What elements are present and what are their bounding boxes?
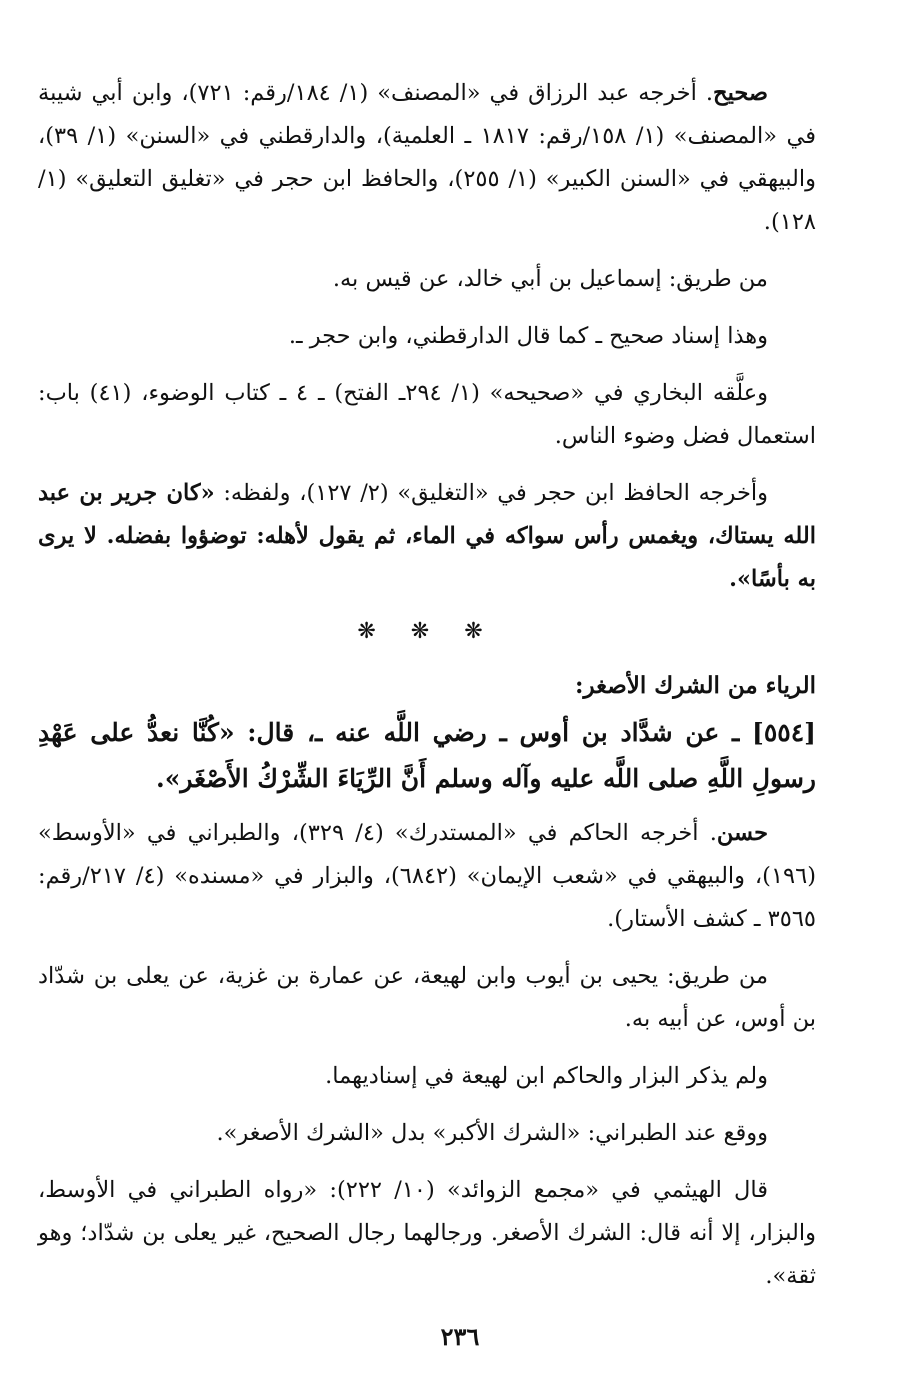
document-page [38,72,816,1312]
paragraph-text: . أخرجه الحاكم في «المستدرك» (٤/ ٣٢٩)، والطبراني في «الأوسط» (١٩٦)، والبيهقي في «شعب الإيمان» (٦٨٤٢)، والبزار في «مسنده» (٤/ ٢١٧/رقم: ٣٥٦٥ ـ كشف الأستار). [38,820,817,932]
paragraph-note-tabarani: ووقع عند الطبراني: «الشرك الأكبر» بدل «الشرك الأصغر». [216,1120,768,1146]
hadith-text: [٥٥٤] ـ عن شدَّاد بن أوس ـ رضي اللَّه عنه ـ، قال: «كُنَّا نعدُّ على عَهْدِ رسولِ اللَّهِ صلى اللَّه عليه وآله وسلم أَنَّ الرِّيَاءَ الشِّرْكُ الأَصْغَر». [38,718,816,793]
paragraph-note-bazzar: ولم يذكر البزار والحاكم ابن لهيعة في إسناديهما. [325,1063,768,1089]
paragraph-bukhari-note: وعلَّقه البخاري في «صحيحه» (١/ ٢٩٤ـ الفتح) ـ ٤ ـ كتاب الوضوء، (٤١) باب: استعمال فضل وضوء الناس. [38,380,816,449]
paragraph-taghliq [38,472,816,601]
section-separator: ❋ ❋ ❋ [357,619,497,644]
paragraph-text: وأخرجه الحافظ ابن حجر في «التغليق» (٢/ ١٢٧)، ولفظه: [214,480,768,506]
paragraph-takhrij-2 [38,812,816,941]
grade-label-hasan: حسن [716,820,768,846]
section-heading: الرياء من الشرك الأصغر: [574,672,816,699]
paragraph-chain-2: من طريق: يحيى بن أيوب وابن لهيعة، عن عمارة بن غزية، عن يعلى بن شدّاد بن أوس، عن أبيه به. [38,963,816,1032]
quote-text: «كان جرير بن عبد الله يستاك، ويغمس رأس سواكه في الماء، ثم يقول لأهله: توضؤوا بفضله. لا يرى به بأسًا». [38,480,816,592]
paragraph-chain: من طريق: إسماعيل بن أبي خالد، عن قيس به. [332,266,768,292]
paragraph-isnad-grade: وهذا إسناد صحيح ـ كما قال الدارقطني، وابن حجر ـ. [288,323,768,349]
page-number: ٢٣٦ [440,1322,480,1351]
grade-label-sahih: صحيح [713,80,768,106]
paragraph-text: . أخرجه عبد الرزاق في «المصنف» (١/ ١٨٤/رقم: ٧٢١)، وابن أبي شيبة في «المصنف» (١/ ١٥٨/رقم: ١٨١٧ ـ العلمية)، والدارقطني في «السنن» (١/ ٣٩)، والبيهقي في «السنن الكبير» (١/ ٢٥٥)، والحافظ ابن حجر في «تغليق التعليق» (١/ ١٢٨). [38,80,817,235]
paragraph-haythami: قال الهيثمي في «مجمع الزوائد» (١٠/ ٢٢٢): «رواه الطبراني في الأوسط، والبزار، إلا أنه قال: الشرك الأصغر. ورجالهما رجال الصحيح، غير يعلى بن شدّاد؛ وهو ثقة». [38,1177,816,1289]
paragraph-takhrij-1 [38,72,816,244]
